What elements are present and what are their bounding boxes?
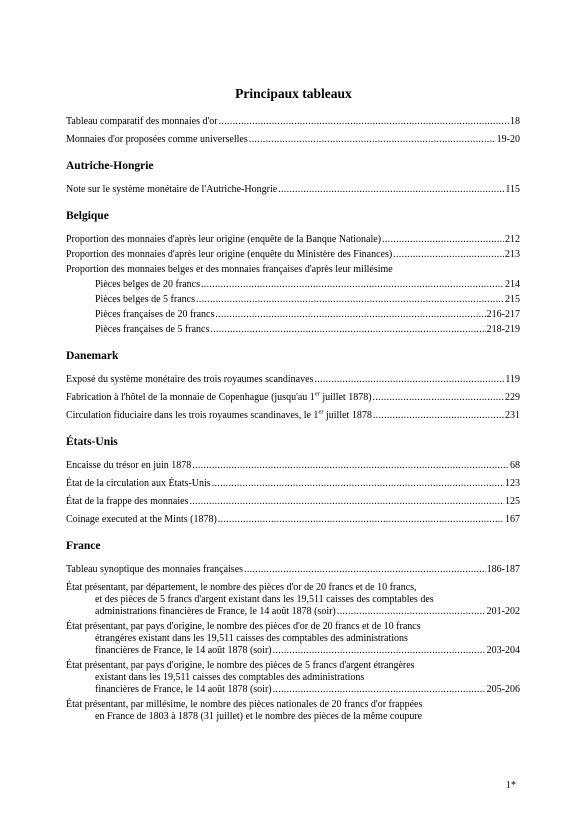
entry-line: État présentant, par département, le nombre des pièces d'or de 20 francs et de 10 francs, bbox=[66, 582, 417, 593]
entry-text: Proportion des monnaies belges et des monnaies françaises d'après leur millésime bbox=[66, 264, 393, 275]
entry-text bbox=[66, 410, 372, 422]
leader-dots bbox=[278, 184, 504, 196]
page-ref: 203-204 bbox=[486, 645, 520, 656]
toc-entry bbox=[66, 478, 520, 490]
toc-entry bbox=[66, 392, 520, 404]
page-title: Principaux tableaux bbox=[235, 86, 352, 101]
entry-line: en France de 1803 à 1878 (31 juillet) et le nombre des pièces de la même coupure bbox=[95, 711, 423, 722]
toc-entry bbox=[66, 564, 520, 576]
leader-dots bbox=[210, 324, 485, 336]
page-ref: 218-219 bbox=[486, 324, 520, 335]
leader-dots bbox=[196, 294, 504, 306]
leader-dots bbox=[212, 478, 504, 490]
section-title: Belgique bbox=[66, 210, 109, 222]
toc-subentry bbox=[66, 294, 520, 306]
toc-entry bbox=[66, 134, 520, 146]
entry-text: Pièces belges de 5 francs bbox=[95, 294, 195, 305]
page-ref: 68 bbox=[510, 460, 520, 471]
toc-subentry bbox=[66, 309, 520, 321]
toc-entry bbox=[66, 374, 520, 386]
page-ref: 214 bbox=[505, 279, 520, 290]
section-title: Autriche-Hongrie bbox=[66, 160, 154, 172]
entry-text-part: juillet 1878) bbox=[319, 392, 372, 403]
entry-text: État de la circulation aux États-Unis bbox=[66, 478, 211, 489]
leader-dots bbox=[382, 234, 504, 246]
page-ref: 19-20 bbox=[496, 134, 520, 145]
leader-dots bbox=[244, 564, 486, 576]
entry-line: et des pièces de 5 francs d'argent existant dans les 19,511 caisses des comptables des bbox=[95, 594, 434, 605]
toc-entry bbox=[66, 249, 520, 261]
toc-entry-multiline bbox=[66, 582, 520, 618]
table-of-tables bbox=[66, 116, 520, 729]
toc-entry bbox=[66, 184, 520, 196]
leader-dots bbox=[219, 116, 509, 128]
toc-subentry bbox=[66, 324, 520, 336]
leader-dots bbox=[215, 309, 485, 321]
entry-line: étrangères existant dans les 19,511 caisses des comptables des administrations bbox=[95, 633, 408, 644]
toc-subentry bbox=[66, 279, 520, 291]
leader-dots bbox=[273, 684, 486, 696]
entry-last-line bbox=[66, 606, 520, 618]
entry-text: Pièces françaises de 5 francs bbox=[95, 324, 210, 335]
intro-section bbox=[66, 116, 520, 146]
leader-dots bbox=[337, 606, 486, 618]
entry-line: État présentant, par pays d'origine, le nombre des pièces de 5 francs d'argent étrangères bbox=[66, 660, 415, 671]
entry-text-part: Fabrication à l'hôtel de la monnaie de Copenhague (jusqu'au 1 bbox=[66, 392, 315, 403]
leader-dots bbox=[249, 134, 496, 146]
toc-entry bbox=[66, 514, 520, 526]
entry-text: Encaisse du trésor en juin 1878 bbox=[66, 460, 192, 471]
entry-text-part: juillet 1878 bbox=[323, 410, 372, 421]
toc-entry bbox=[66, 116, 520, 128]
page-ref: 119 bbox=[505, 374, 520, 385]
page-ref: 125 bbox=[505, 496, 520, 507]
superscript: er bbox=[318, 408, 324, 416]
entry-line: financières de France, le 14 août 1878 (soir) bbox=[95, 684, 272, 695]
leader-dots bbox=[393, 249, 504, 261]
entry-last-line bbox=[66, 645, 520, 657]
entry-line: existant dans les 19,511 caisses des comptables des administrations bbox=[95, 672, 365, 683]
toc-entry bbox=[66, 410, 520, 422]
page-ref: 212 bbox=[505, 234, 520, 245]
section-title: Danemark bbox=[66, 350, 119, 362]
page-ref: 115 bbox=[505, 184, 520, 195]
entry-line: administrations financières de France, le 14 août 1878 (soir) bbox=[95, 606, 336, 617]
page-ref: 213 bbox=[505, 249, 520, 260]
entry-last-line bbox=[66, 684, 520, 696]
section-belgique bbox=[66, 210, 520, 336]
toc-entry-multiline bbox=[66, 621, 520, 657]
page-ref: 201-202 bbox=[486, 606, 520, 617]
page-ref: 216-217 bbox=[486, 309, 520, 320]
page-ref: 205-206 bbox=[486, 684, 520, 695]
page-ref: 18 bbox=[510, 116, 520, 127]
page-ref: 123 bbox=[505, 478, 520, 489]
leader-dots bbox=[189, 496, 504, 508]
section-title: France bbox=[66, 540, 101, 552]
entry-text: Coinage executed at the Mints (1878) bbox=[66, 514, 217, 525]
section-danemark bbox=[66, 350, 520, 422]
leader-dots bbox=[314, 374, 504, 386]
toc-entry bbox=[66, 234, 520, 246]
toc-entry-multiline bbox=[66, 699, 520, 723]
leader-dots bbox=[192, 460, 509, 472]
page-number: 1* bbox=[506, 780, 516, 791]
entry-text: Pièces françaises de 20 francs bbox=[95, 309, 215, 320]
entry-text: Proportion des monnaies d'après leur origine (enquête de la Banque Nationale) bbox=[66, 234, 382, 245]
page-ref: 229 bbox=[505, 392, 520, 403]
leader-dots bbox=[218, 514, 504, 526]
page-ref: 215 bbox=[505, 294, 520, 305]
entry-text: Monnaies d'or proposées comme universelles bbox=[66, 134, 248, 145]
toc-entry bbox=[66, 460, 520, 472]
toc-entry-multiline bbox=[66, 660, 520, 696]
entry-line: financières de France, le 14 août 1878 (soir) bbox=[95, 645, 272, 656]
superscript: er bbox=[314, 390, 320, 398]
entry-line: État présentant, par millésime, le nombre des pièces nationales de 20 francs d'or frappées bbox=[66, 699, 423, 710]
entry-text: Tableau comparatif des monnaies d'or bbox=[66, 116, 218, 127]
entry-text: Exposé du système monétaire des trois royaumes scandinaves bbox=[66, 374, 314, 385]
entry-text: Tableau synoptique des monnaies françaises bbox=[66, 564, 244, 575]
toc-entry-heading bbox=[66, 264, 520, 276]
page-ref: 186-187 bbox=[486, 564, 520, 575]
page-ref: 231 bbox=[505, 410, 520, 421]
entry-line: État présentant, par pays d'origine, le nombre des pièces d'or de 20 francs et de 10 francs bbox=[66, 621, 421, 632]
section-autriche-hongrie bbox=[66, 160, 520, 196]
section-france bbox=[66, 540, 520, 723]
leader-dots bbox=[273, 645, 486, 657]
page-ref: 167 bbox=[505, 514, 520, 525]
section-title: États-Unis bbox=[66, 436, 118, 448]
leader-dots bbox=[201, 279, 504, 291]
entry-text: Pièces belges de 20 francs bbox=[95, 279, 200, 290]
entry-text: État de la frappe des monnaies bbox=[66, 496, 189, 507]
leader-dots bbox=[373, 410, 504, 422]
entry-text-part: Circulation fiduciaire dans les trois royaumes scandinaves, le 1 bbox=[66, 410, 319, 421]
entry-text: Note sur le système monétaire de l'Autriche-Hongrie bbox=[66, 184, 278, 195]
entry-text: Proportion des monnaies d'après leur origine (enquête du Ministère des Finances) bbox=[66, 249, 393, 260]
leader-dots bbox=[373, 392, 504, 404]
toc-entry bbox=[66, 496, 520, 508]
entry-text bbox=[66, 392, 372, 404]
section-etats-unis bbox=[66, 436, 520, 526]
